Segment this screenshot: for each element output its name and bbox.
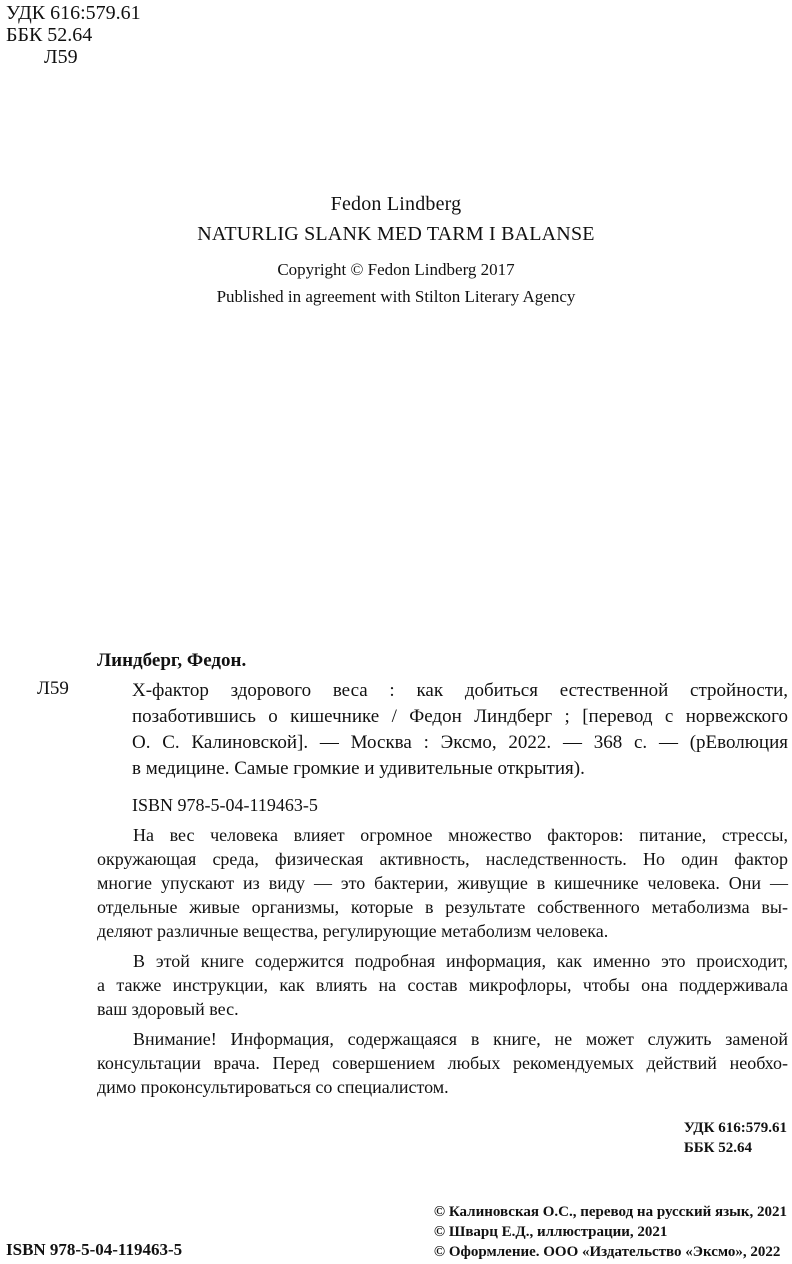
catalog-entry [132, 678, 788, 782]
annotation-line: консультации врача. Перед совершением любых рекомендуемых действий необхо- [97, 1053, 788, 1073]
udk-code-bottom: УДК 616:579.61 [683, 1120, 787, 1136]
annotation-paragraph [97, 949, 788, 1021]
catalog-entry-line: позаботившись о кишечнике / Федон Линдберг ; [перевод с норвежского [132, 706, 788, 727]
bbk-code-bottom: ББК 52.64 [683, 1140, 753, 1156]
classification-bottom [684, 1118, 787, 1158]
original-title: NATURLIG SLANK MED TARM I BALANSE [197, 223, 595, 245]
catalog-entry-line: О. С. Калиновской]. — Москва : Эксмо, 2022. — 368 с. — (рЕволюция [132, 732, 788, 753]
annotation-paragraph [97, 1027, 788, 1099]
catalog-entry-line: в медицине. Самые громкие и удивительные открытия). [132, 758, 585, 779]
annotation-line: многие упускают из виду — это бактерии, живущие в кишечнике человека. Они — [97, 873, 788, 893]
copyright-notices [434, 1202, 787, 1262]
original-published: Published in agreement with Stilton Literary Agency [216, 287, 576, 306]
catalog-entry-line: Х-фактор здорового веса : как добиться естественной стройности, [132, 680, 788, 701]
annotation-line: деляют различные вещества, регулирующие метаболизм человека. [97, 921, 609, 941]
catalog-isbn: ISBN 978-5-04-119463-5 [132, 795, 318, 815]
original-copyright: Copyright © Fedon Lindberg 2017 [277, 260, 515, 279]
original-edition [0, 189, 792, 249]
annotation-line: На вес человека влияет огромное множество факторов: питание, стрессы, [133, 825, 788, 845]
copyright-line: © Калиновская О.С., перевод на русский язык, 2021 [433, 1204, 787, 1220]
annotation-line: ваш здоровый вес. [97, 999, 239, 1019]
annotation-line: Внимание! Информация, содержащаяся в книге, не может служить заменой [133, 1029, 788, 1049]
author-mark-top: Л59 [44, 46, 78, 68]
annotation [97, 823, 788, 1105]
annotation-line: окружающая среда, физическая активность, наследственность. Но один фактор [97, 849, 788, 869]
annotation-paragraph [97, 823, 788, 943]
copyright-line: © Оформление. ООО «Издательство «Эксмо», 2022 [433, 1244, 781, 1260]
catalog-author-heading: Линдберг, Федон. [97, 650, 247, 671]
udk-code-top: УДК 616:579.61 [6, 2, 141, 24]
annotation-line: димо проконсультироваться со специалистом. [97, 1077, 449, 1097]
bbk-code-top: ББК 52.64 [6, 24, 93, 46]
isbn-bottom: ISBN 978-5-04-119463-5 [6, 1240, 183, 1259]
original-rights [0, 256, 792, 310]
annotation-line: а также инструкции, как влиять на состав микрофлоры, чтобы она поддерживала [97, 975, 788, 995]
annotation-line: отдельные живые организмы, которые в результате собственного метаболизма вы- [97, 897, 788, 917]
original-author: Fedon Lindberg [330, 193, 462, 215]
annotation-line: В этой книге содержится подробная информация, как именно это происходит, [133, 951, 788, 971]
catalog-code: Л59 [37, 678, 69, 699]
copyright-line: © Шварц Е.Д., иллюстрации, 2021 [433, 1224, 668, 1240]
